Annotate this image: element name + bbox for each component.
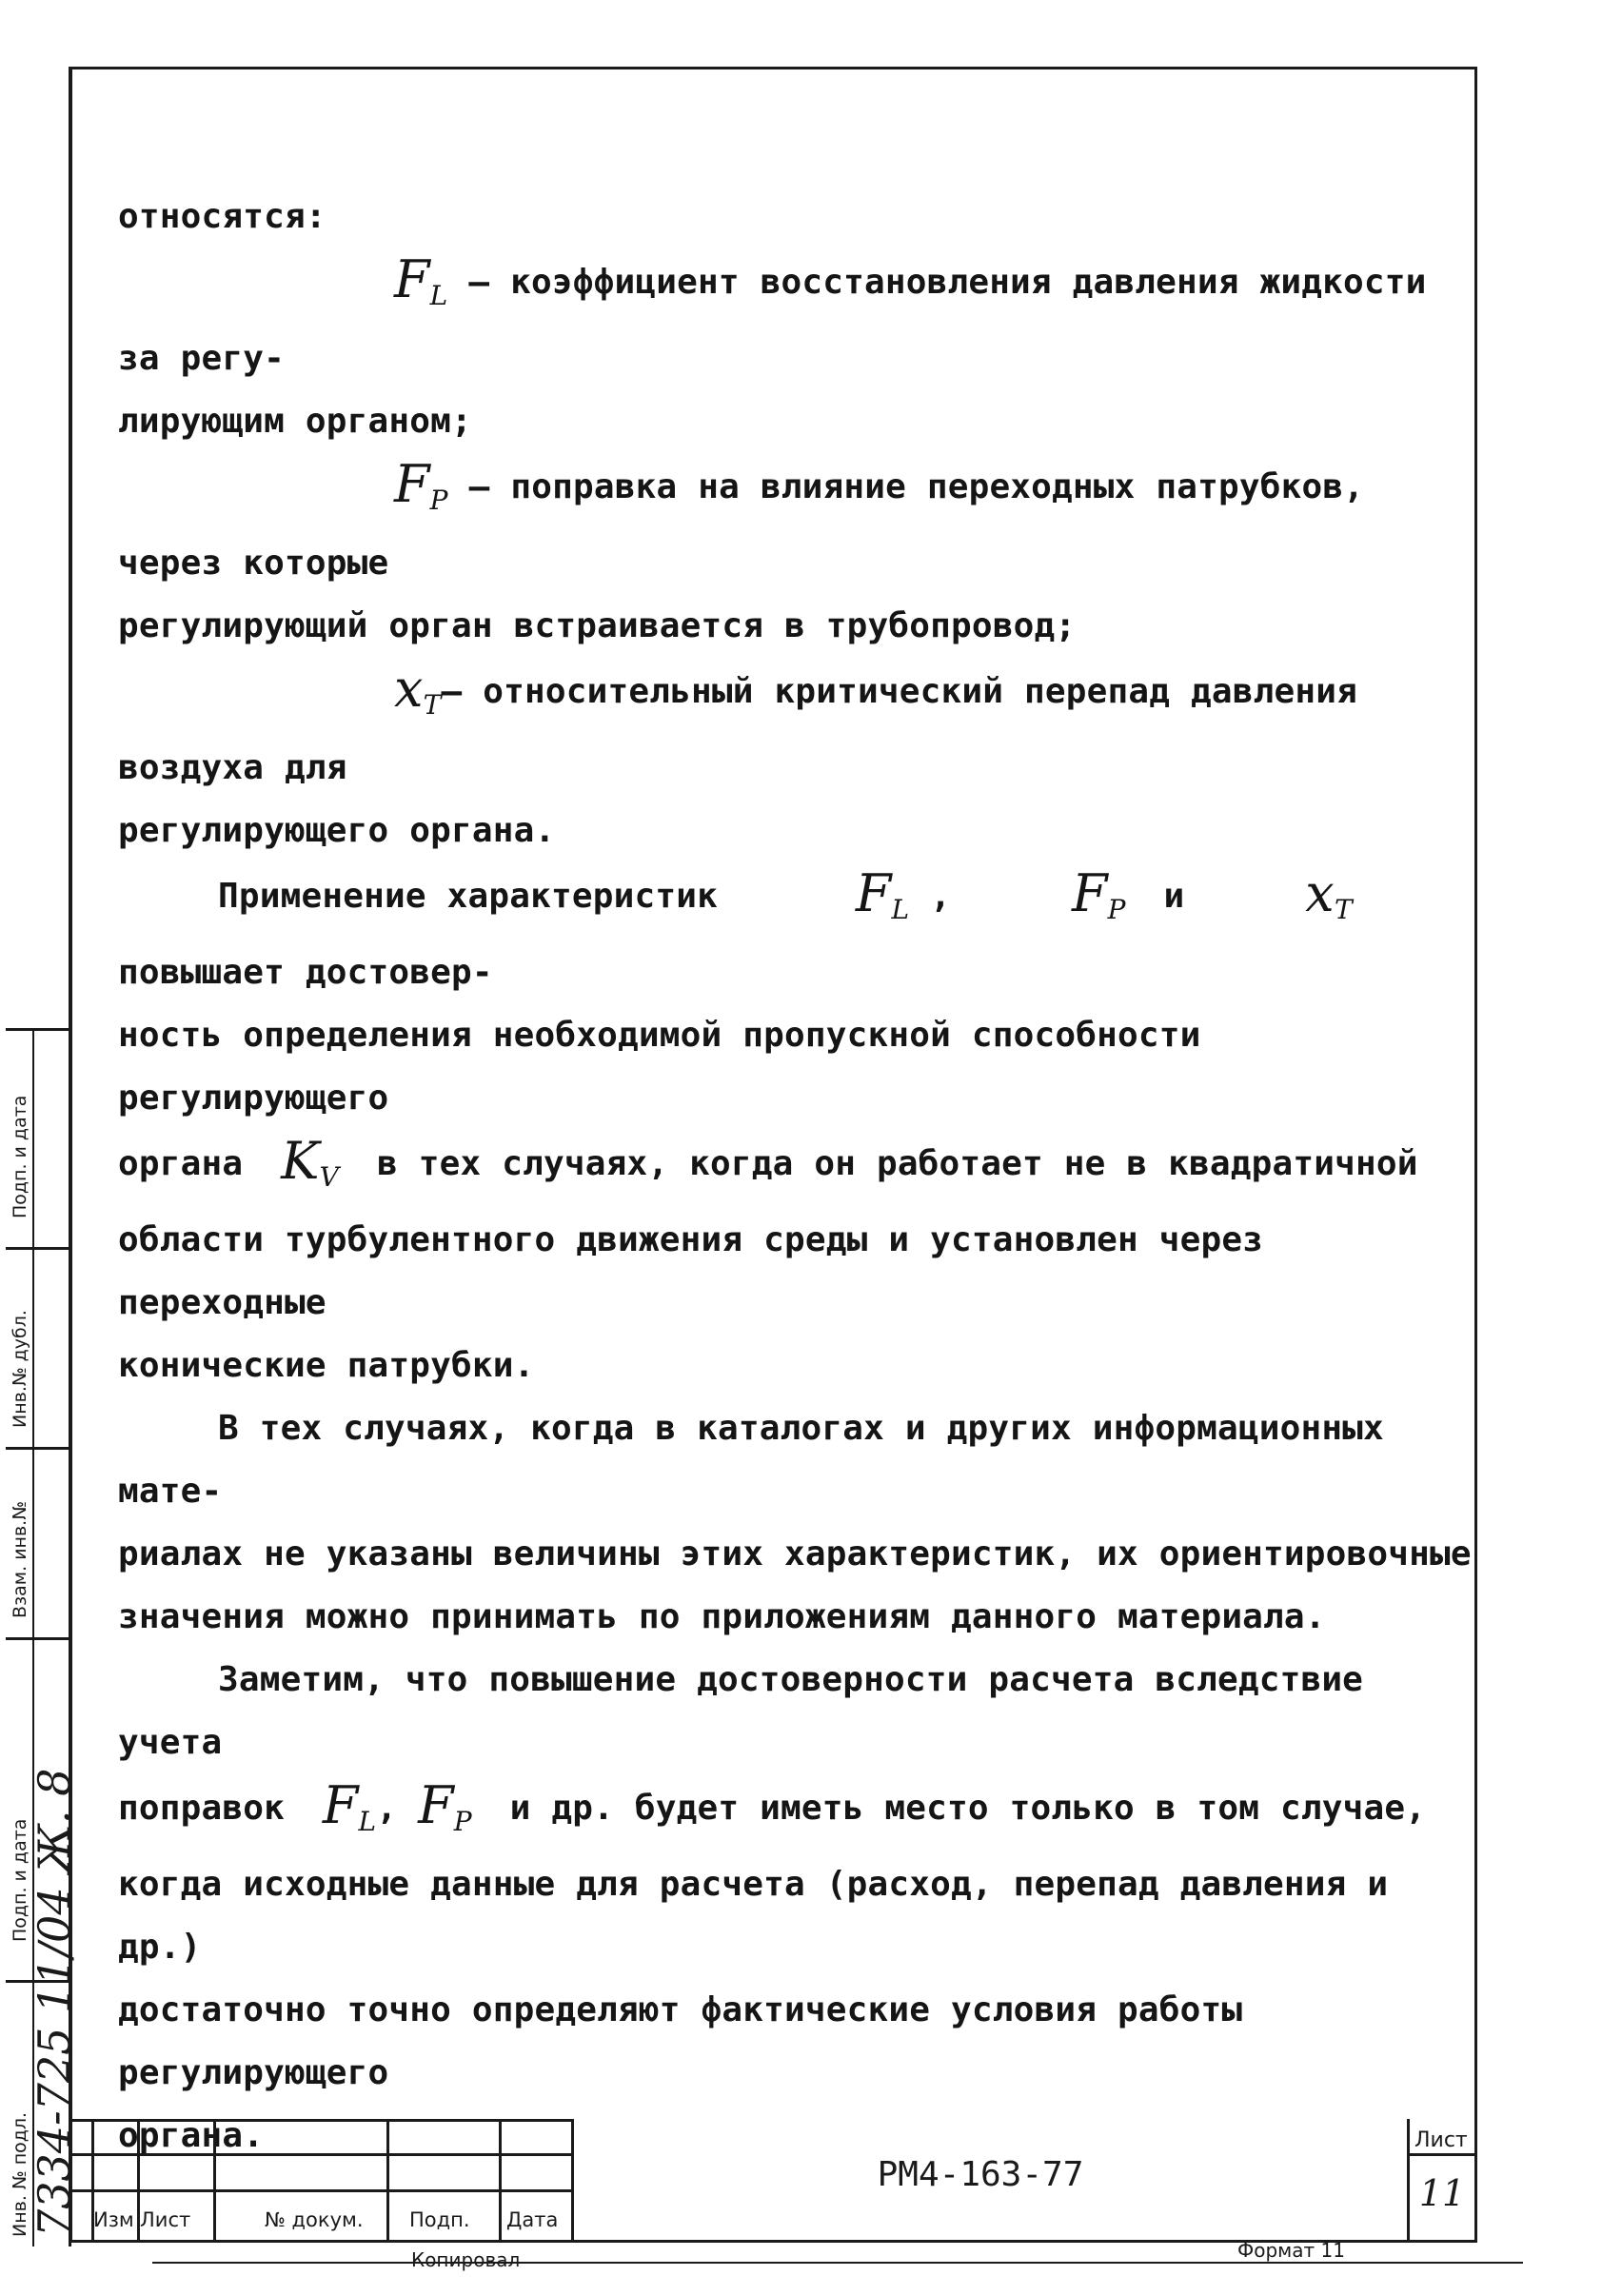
text-span: области турбулентного движения среды и установлен через переходные bbox=[118, 1220, 1264, 1322]
margin-stamp bbox=[6, 1028, 80, 2247]
symbol-xt: $x_T$ bbox=[394, 659, 442, 721]
text-line bbox=[118, 1586, 1479, 1649]
text-span: – коэффициент восстановления давления жидкости за регу- bbox=[118, 263, 1427, 378]
text-span: риалах не указаны величины этих характеристик, их ориентировочные bbox=[118, 1534, 1472, 1574]
text-line bbox=[118, 1649, 1479, 1774]
handwritten-note: 7334-725 11/04 Ж. 8 bbox=[29, 1768, 80, 2237]
text-span: регулирующего органа. bbox=[118, 811, 556, 850]
sheet-number: 11 bbox=[1418, 2172, 1466, 2214]
margin-sign-date-2: Подп. и дата bbox=[10, 1818, 30, 1942]
document-number: РМ4-163-77 bbox=[877, 2155, 1084, 2194]
symbol-fp: $F_P$ bbox=[1071, 863, 1126, 925]
margin-instead-inv: Взам. инв.№ bbox=[10, 1501, 30, 1618]
symbol-fl: $F_L$ bbox=[322, 1775, 377, 1837]
text-span: и bbox=[1142, 877, 1206, 916]
text-line bbox=[118, 248, 1479, 390]
text-line bbox=[118, 1397, 1479, 1523]
text-span: В тех случаях, когда в каталогах и других информационных мате- bbox=[118, 1409, 1384, 1511]
title-col-doc: № докум. bbox=[265, 2208, 364, 2231]
symbol-fl: $F_L$ bbox=[394, 249, 448, 311]
text-line bbox=[118, 1209, 1479, 1335]
text-line bbox=[118, 1004, 1479, 1130]
text-line bbox=[118, 658, 1479, 800]
text-span: регулирующий орган встраивается в трубопровод; bbox=[118, 606, 1077, 645]
text-span: органа bbox=[118, 1144, 265, 1183]
text-line bbox=[118, 800, 1479, 862]
text-span: – поправка на влияние переходных патрубков, через которые bbox=[118, 467, 1365, 583]
text-span: , bbox=[909, 877, 972, 916]
title-col-date: Дата bbox=[506, 2208, 559, 2231]
text-span: лирующим органом; bbox=[118, 402, 472, 441]
symbol-fp: $F_P$ bbox=[418, 1775, 472, 1837]
symbol-fl: $F_L$ bbox=[855, 863, 910, 925]
margin-inv-orig: Инв. № подл. bbox=[10, 2111, 30, 2237]
text-line bbox=[118, 1774, 1479, 1853]
text-span: и др. будет иметь место только в том случае, bbox=[488, 1789, 1427, 1828]
sheet-label: Лист bbox=[1414, 2128, 1468, 2152]
text-line bbox=[118, 862, 1479, 1004]
text-span: ность определения необходимой пропускной способности регулирующего bbox=[118, 1016, 1201, 1118]
symbol-kv: $K_V$ bbox=[281, 1131, 340, 1193]
text-span: когда исходные данные для расчета (расход, перепад давления и др.) bbox=[118, 1865, 1389, 1967]
text-span: органа. bbox=[118, 2116, 265, 2155]
text-span: значения можно принимать по приложениям данного материала. bbox=[118, 1597, 1326, 1636]
text-line bbox=[118, 595, 1479, 658]
text-span: в тех случаях, когда он работает не в квадратичной bbox=[356, 1144, 1418, 1183]
text-span: Применение характеристик bbox=[218, 877, 739, 916]
text-line bbox=[118, 1335, 1479, 1397]
margin-sign-date: Подп. и дата bbox=[10, 1095, 30, 1218]
title-col-list: Лист bbox=[140, 2208, 191, 2231]
text-span: – относительный критический перепад давления воздуха для bbox=[118, 672, 1357, 787]
text-line bbox=[118, 390, 1479, 453]
text-span: Заметим, что повышение достоверности расчета вследствие учета bbox=[118, 1660, 1364, 1762]
format-label: Формат 11 bbox=[1237, 2239, 1345, 2262]
text-line bbox=[118, 1130, 1479, 1209]
text-line bbox=[118, 1853, 1479, 1979]
text-line bbox=[118, 186, 1479, 248]
text-line bbox=[118, 453, 1479, 595]
text-span: , bbox=[376, 1789, 419, 1828]
text-line bbox=[118, 1523, 1479, 1586]
document-body bbox=[118, 186, 1479, 2167]
text-span: достаточно точно определяют фактические условия работы регулирующего bbox=[118, 1990, 1243, 2092]
copied-by: Копировал bbox=[411, 2248, 521, 2271]
symbol-fp: $F_P$ bbox=[394, 454, 448, 516]
text-span: поправок bbox=[118, 1789, 306, 1828]
symbol-xt: $x_T$ bbox=[1305, 863, 1353, 925]
text-span: конические патрубки. bbox=[118, 1346, 535, 1385]
title-col-sign: Подп. bbox=[409, 2208, 470, 2231]
text-span: повышает достовер- bbox=[118, 953, 493, 992]
title-col-izm: Изм bbox=[93, 2208, 134, 2231]
margin-inv-dup: Инв.№ дубл. bbox=[10, 1310, 30, 1428]
text-span: относятся: bbox=[118, 197, 326, 236]
text-line bbox=[118, 1979, 1479, 2105]
